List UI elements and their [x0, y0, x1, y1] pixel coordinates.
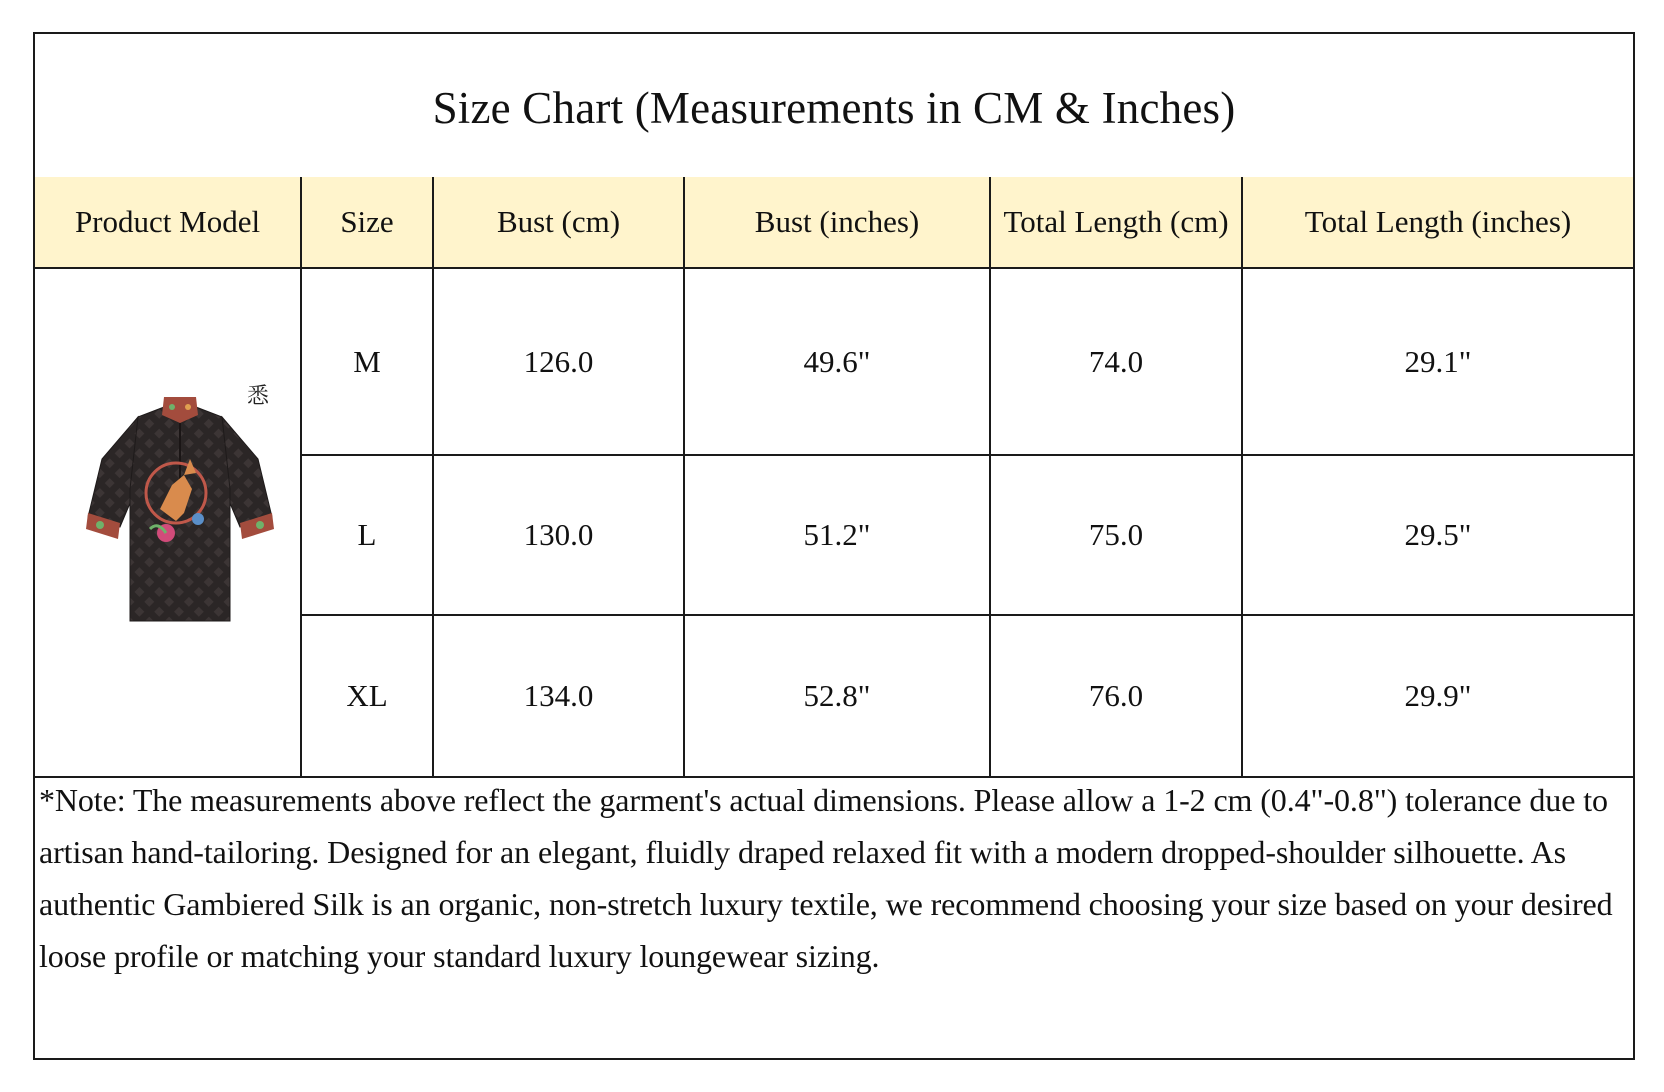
size-xl: XL: [301, 615, 433, 777]
header-bust-cm: Bust (cm): [433, 177, 684, 268]
header-length-cm: Total Length (cm): [990, 177, 1242, 268]
length-cm-xl: 76.0: [990, 615, 1242, 777]
size-m: M: [301, 268, 433, 455]
bust-cm-l: 130.0: [433, 455, 684, 615]
header-bust-inches: Bust (inches): [684, 177, 990, 268]
length-inches-xl: 29.9": [1242, 615, 1633, 777]
header-length-inches: Total Length (inches): [1242, 177, 1633, 268]
bust-inches-l: 51.2": [684, 455, 990, 615]
product-image: [80, 389, 280, 629]
length-inches-m: 29.1": [1242, 268, 1633, 455]
bust-cm-m: 126.0: [433, 268, 684, 455]
size-chart-sheet: [33, 32, 1635, 1060]
length-inches-l: 29.5": [1242, 455, 1633, 615]
sizing-note: *Note: The measurements above reflect the garment's actual dimensions. Please allow a 1-2 cm (0.4"-0.8") tolerance due to artisan hand-tailoring. Designed for an elegant, fluidly draped relaxed fit with a modern dropped-shoulder silhouette. As authentic Gambiered Silk is an organic, non-stretch luxury textile, we recommend choosing your size based on your desired loose profile or matching your standard luxury loungewear sizing.: [39, 782, 1613, 974]
header-size: Size: [301, 177, 433, 268]
seal-mark-icon: 悉: [247, 384, 270, 409]
header-row: [35, 177, 1633, 268]
length-cm-m: 74.0: [990, 268, 1242, 455]
bust-cm-xl: 134.0: [433, 615, 684, 777]
size-table: [35, 177, 1633, 778]
bust-inches-m: 49.6": [684, 268, 990, 455]
bust-inches-xl: 52.8": [684, 615, 990, 777]
silk-shirt-image: [80, 389, 280, 629]
product-model-cell: [35, 268, 301, 777]
table-row: [35, 268, 1633, 455]
header-product-model: Product Model: [35, 177, 301, 268]
length-cm-l: 75.0: [990, 455, 1242, 615]
page-title: Size Chart (Measurements in CM & Inches): [432, 82, 1236, 133]
title-band: [35, 34, 1633, 179]
size-l: L: [301, 455, 433, 615]
